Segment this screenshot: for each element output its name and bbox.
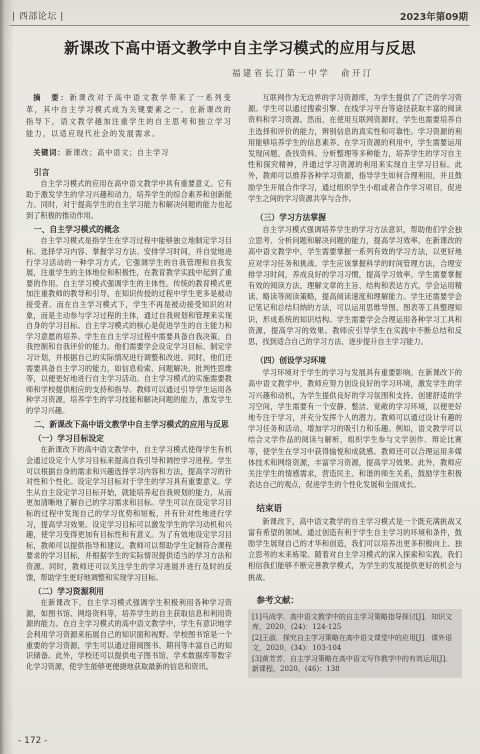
reference-item: [2]王淑．探究自主学习策略在高中语文课堂中的应用[J]．课外语文，2020，(34)：103-104 [252, 633, 453, 653]
header-rule [10, 25, 470, 26]
references-list [248, 609, 462, 678]
section-2-2-heading: （二）学习资源利用 [33, 587, 104, 597]
section-2-3-heading: （三）学习方法掌握 [255, 213, 326, 223]
conclusion-heading: 结束语 [256, 503, 283, 514]
reference-item: [3]黄芳芳．自主学习策略在高中语文写作教学中的有效运用[J]．新课程，2020，(46)：138 [252, 654, 453, 674]
section-1-heading: 一、自主学习模式的概念 [33, 225, 120, 235]
section-2-1-paragraph: 在新课改下的高中语文教学中，自主学习模式使得学生有机会通过设定个人学习目标来提高自我引导和调控学习进程。学生可以根据自身的需求和兴趣选择学习内容和方法，提高学习的针对性和个性化。设定学习目标对于学生的学习具有重要意义。学生从自主设定学习目标开始，就能培养起自我规划的能力，从而更加清晰地了解自己的学习需求和目标。学生可以在设定学习目标的过程中发现自己的学习优势和短板，并有针对性地进行学习，提高学习效果。设定学习目标可以激发学生的学习动机和兴趣，使学习变得更加有目标性和有意义。为了有效地设定学习目标，教师可以提供指导和建议。教师可以帮助学生定制符合课程要求的学习目标，并根据学生的实际情况提供适当的学习方法和资源。同时，教师还可以关注学生的学习进展并进行及时的反馈，帮助学生更好地调整和实现学习目标。 [26, 445, 232, 582]
page-number: - 172 - [18, 736, 48, 746]
section-2-4-paragraph: 学习环境对于学生的学习与发展具有重要影响。在新课改下的高中语文教学中，教师应努力创设良好的学习环境，激发学生的学习兴趣和动机，为学生提供良好的学习氛围和支持。创建舒适的学习空间，学生需要有一个安静、整洁、宽敞的学习环境，以便更好地专注于学习，并充分发挥个人的潜力。教师可以通过设计有趣的学习任务和活动，增加学习的吸引力和乐趣。例如，语文教学可以结合文学作品的阅读与解析，组织学生参与文学创作、辩论比赛等，使学生在学习中获得愉悦和成就感。教师还可以合理运用多媒体技术和网络资源，丰富学习资源，提高学习效果。此外，教师应关注学生的情感需求，营造民主、和谐的师生关系，鼓励学生积极表达自己的观点，促进学生的个性化发展和全面成长。 [248, 368, 462, 490]
journal-section-label: | 西部论坛 | [12, 12, 64, 22]
article-title: 新课改下高中语文教学中自主学习模式的应用与反思 [64, 39, 416, 57]
section-2-2-paragraph: 在新课改下，自主学习模式强调学生积极利用各种学习资源，如图书馆、网络资料等，培养学生的自主获取信息和利用资源的能力。在自主学习模式的高中语文教学中，学生有意识地学会利用学习资源来拓展自己的知识面和视野。学校图书馆是一个重要的学习资源，学生可以通过借阅图书、期刊等丰富自己的知识储备。此外，学校还可以提供电子图书馆、学术数据库等数字化学习资源，使学生能够更便捷地获取最新的信息和资讯。 [26, 598, 232, 671]
section-2-1-heading: （一）学习目标设定 [33, 434, 104, 444]
author-line: 福建省长汀第一中学 俞开汀 [232, 69, 374, 79]
section-2-3-paragraph: 自主学习模式强调培养学生的学习方法意识，帮助他们学会独立思考、分析问题和解决问题的能力，提高学习效率。在新课改的高中语文教学中，学生需要掌握一系列有效的学习方法，以更好地应对学习任务和挑战。学生应该掌握科学的时间管理方法，合理安排学习时间，养成良好的学习习惯，提高学习效率。学生需要掌握有效的阅读方法，理解文章的主旨、结构和表达方式，学会运用精读、略读等阅读策略，提高阅读速度和理解能力。学生还需要学会记笔记和总结归纳的方法，可以运用思维导图、图表等工具整理知识，形成系统的知识结构。学生需要学会合理运用各种学习工具和资源，提高学习的效果。教师应引导学生在实践中不断总结和反思，找到适合自己的学习方法，逐步提升自主学习能力。 [248, 225, 462, 347]
abstract-label: 摘 要： [33, 93, 70, 102]
issue-number: 2023年第09期 [399, 12, 468, 23]
section-2-2-paragraph-continued: 互联网作为无边界的学习资源库，为学生提供了广泛的学习资源。学生可以通过搜索引擎、在线学习平台等途径获取丰富的阅读资料和学习资源。然而，在使用互联网资源时，学生也需要培养自主选择和评价的能力，辨别信息的真实性和可靠性。学习资源的利用能够培养学生的信息素养。在学习资源的利用中，学生需要运用发现问题、查找资料、分析整理等多种能力，培养学生的学习自主性和探究精神，并通过学习资源的利用来实现自主学习目标。此外，教师可以推荐各种学习资源，指导学生如何合理利用，并且鼓励学生开展合作学习，通过组织学生小组或者合作学习项目，促进学生之间的学习资源共享与合作。 [248, 93, 462, 203]
right-column [248, 92, 462, 678]
keywords-text: 新课改；高中语文；自主学习 [65, 148, 169, 157]
keywords-label: 关键词： [33, 148, 66, 157]
intro-paragraph: 自主学习模式的应用在高中语文教学中具有重要意义。它有助于激发学生的学习兴趣和动力，培养学生的综合素养和创新能力。同时，对于提高学生的自主学习能力和解决问题的能力也起到了积极的推动作用。 [26, 179, 232, 220]
references-heading: 参考文献： [256, 595, 300, 606]
section-2-4-heading: （四）创设学习环境 [255, 356, 326, 366]
keywords [26, 147, 232, 159]
abstract [26, 92, 232, 140]
abstract-text: 新课改对于高中语文教学带来了一系列变革，其中自主学习模式成为关键要素之一。在新课改的指导下，语文教学越加注重学生的自主思考和独立学习能力，以适应现代社会的发展需求。 [26, 93, 232, 138]
reference-item: [1]马尚学．高中语文教学中的自主学习策略指导探讨[J]．知识文库，2020，(24)：124-125 [252, 612, 453, 632]
section-2-heading: 二、新课改下高中语文教学中自主学习模式的应用与反思 [33, 420, 229, 430]
conclusion-paragraph: 新课改下，高中语文教学的自主学习模式是一个既充满挑战又富有希望的领域。通过创造有利于学生自主学习的环境和条件，鼓励学生展现自己的才华和创造，我们可以培养出更多积极向上、独立思考的未来栋梁。随着对自主学习模式的深入探索和实践，我们相信我们能够不断完善教学模式，为学生的发展提供更好的机会与挑战。 [248, 516, 462, 582]
left-column [26, 92, 232, 672]
intro-heading: 引言 [33, 168, 50, 177]
section-1-paragraph: 自主学习模式是指学生在学习过程中能够独立地制定学习目标、选择学习内容、掌握学习方法、安排学习时间，并自觉地进行学习活动的一种学习方式。它强调学生的自我管理和自我发展，注重学生的主体地位和积极性，在教育教学实践中起到了重要的作用。自主学习模式强调学生的主体性。传统的教育模式更加注重教师的教导和引导，在知识传授的过程中学生更多是被动接受者。而在自主学习模式下，学生不再是被动接受知识的对象，而是主动参与学习过程的主体，通过自我规划和管理来实现自身的学习目标。自主学习模式的核心是促进学生的自主能力和学习意愿的培养。学生在自主学习过程中需要具备自我决策、自我控制和自我评价的能力。他们需要学会设定学习目标、制定学习计划，并根据自己的实际情况进行调整和改进。同时，他们还需要具备自主学习的能力，如信息检索、问题解决、批判性思维等，以便更好地进行自主学习活动。自主学习模式的实施需要教师和学校提供相应的支持和指导。教师可以通过引导学生运用各种学习资源，培养学生的学习技能和解决问题的能力，激发学生的学习兴趣。 [26, 236, 232, 415]
